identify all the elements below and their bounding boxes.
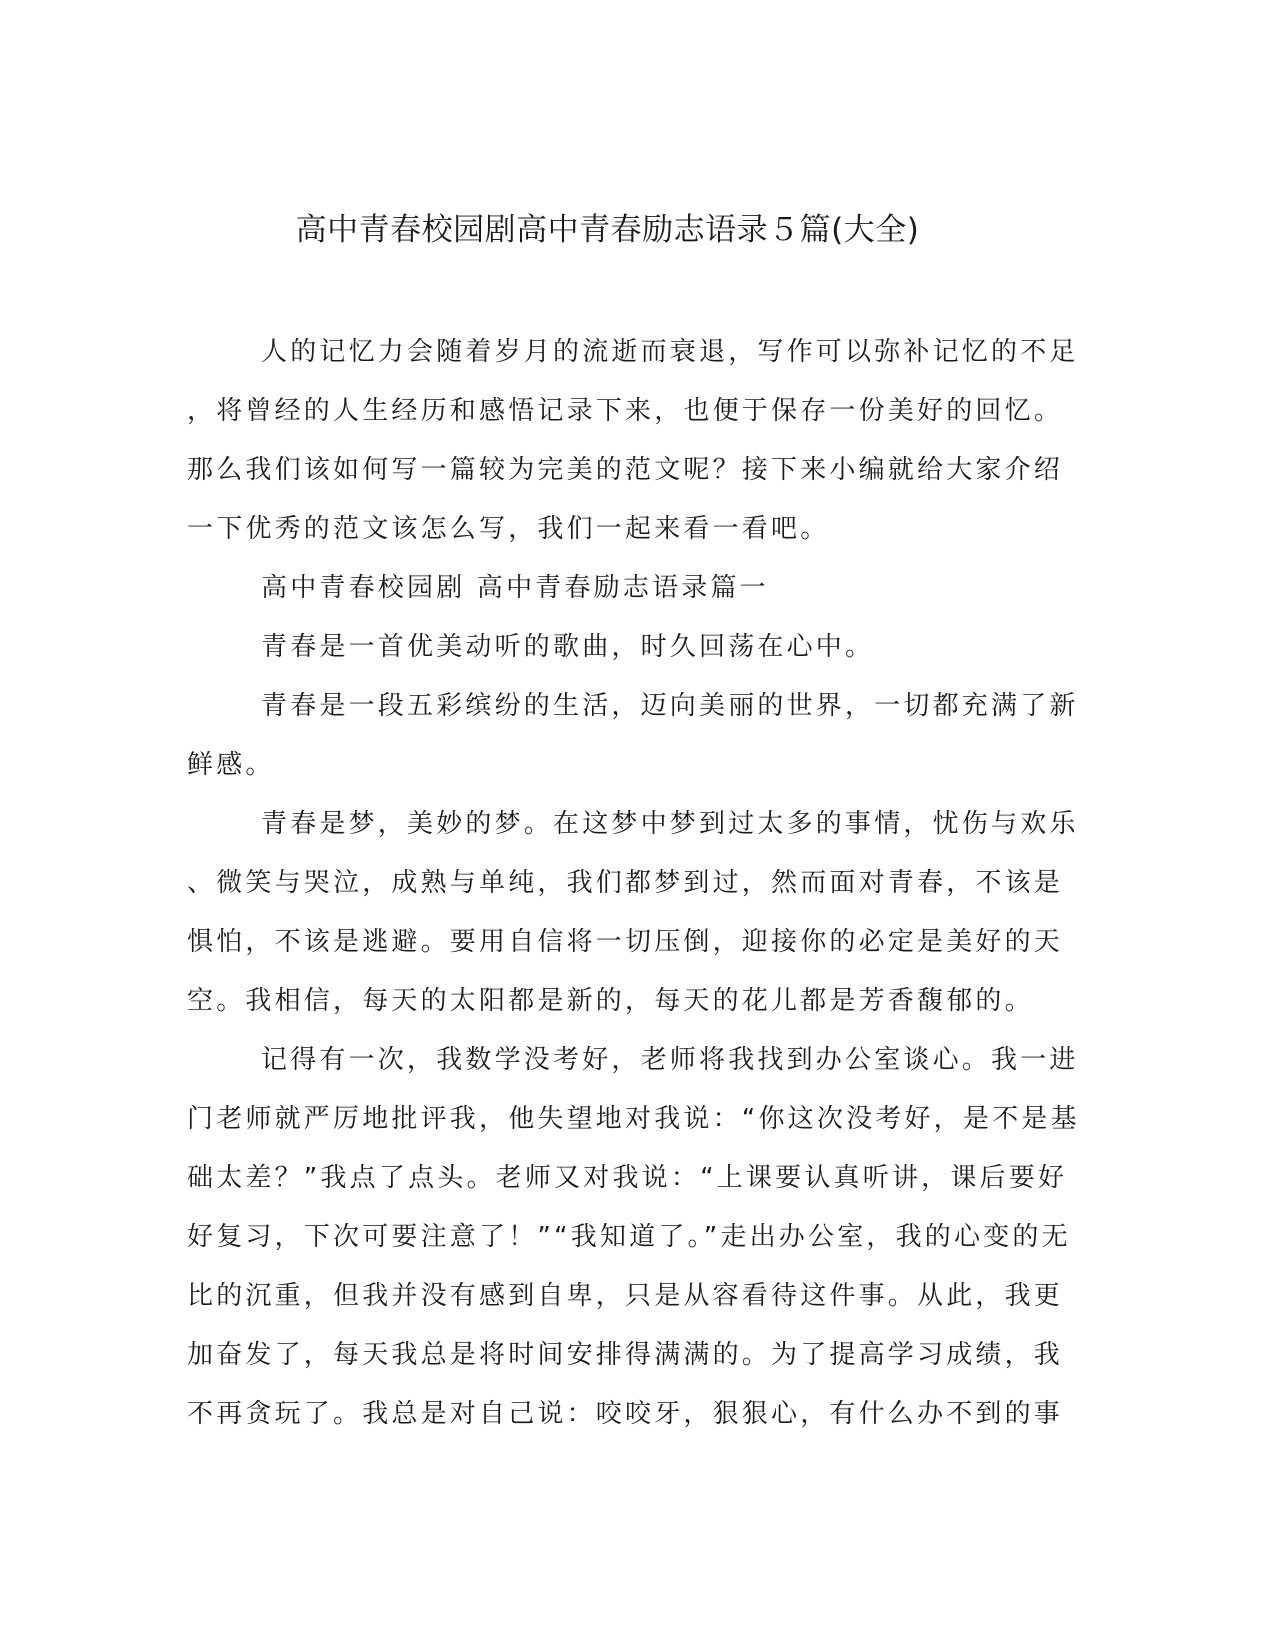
- paragraph-intro: [187, 323, 1079, 559]
- text-line: 、微笑与哭泣，成熟与单纯，我们都梦到过，然而面对青春，不该是: [187, 868, 1064, 898]
- paragraph: [187, 677, 1079, 795]
- text-line: 础太差？”我点了点头。老师又对我说：“上课要认真听讲，课后要好: [187, 1163, 1068, 1193]
- text-line: 鲜感。: [187, 750, 275, 780]
- text-line: 青春是梦，美妙的梦。在这梦中梦到过太多的事情，忧伤与欢乐: [261, 809, 1079, 839]
- text-line: 门老师就严厉地批评我，他失望地对我说：“你这次没考好，是不是基: [187, 1104, 1080, 1134]
- text-line: 青春是一首优美动听的歌曲，时久回荡在心中。: [261, 632, 875, 662]
- text-line: 好复习，下次可要注意了！”“我知道了。”走出办公室，我的心变的无: [187, 1222, 1071, 1252]
- text-line: 人的记忆力会随着岁月的流逝而衰退，写作可以弥补记忆的不足: [261, 337, 1079, 367]
- text-line: ，将曾经的人生经历和感悟记录下来，也便于保存一份美好的回忆。: [187, 396, 1064, 426]
- paragraph: [187, 1031, 1080, 1444]
- text-line: 惧怕，不该是逃避。要用自信将一切压倒，迎接你的必定是美好的天: [187, 927, 1064, 957]
- text-line: 不再贪玩了。我总是对自己说：咬咬牙，狠狠心，有什么办不到的事: [187, 1399, 1064, 1429]
- text-line: 记得有一次，我数学没考好，老师将我找到办公室谈心。我一进: [261, 1045, 1079, 1075]
- section-heading: [187, 559, 1075, 618]
- text-line: 高中青春校园剧 高中青春励志语录篇一: [261, 573, 769, 603]
- text-line: 一下优秀的范文该怎么写，我们一起来看一看吧。: [187, 514, 830, 544]
- paragraph: [187, 795, 1079, 1031]
- text-line: 青春是一段五彩缤纷的生活，迈向美丽的世界，一切都充满了新: [261, 691, 1079, 721]
- document-body: [187, 323, 1080, 1444]
- text-line: 比的沉重，但我并没有感到自卑，只是从容看待这件事。从此，我更: [187, 1281, 1064, 1311]
- text-line: 那么我们该如何写一篇较为完美的范文呢？接下来小编就给大家介绍: [187, 455, 1064, 485]
- text-line: 加奋发了，每天我总是将时间安排得满满的。为了提高学习成绩，我: [187, 1340, 1064, 1370]
- text-line: 空。我相信，每天的太阳都是新的，每天的花儿都是芳香馥郁的。: [187, 986, 1034, 1016]
- document-title: 高中青春校园剧高中青春励志语录５篇(大全): [295, 212, 920, 248]
- paragraph: [187, 618, 1075, 677]
